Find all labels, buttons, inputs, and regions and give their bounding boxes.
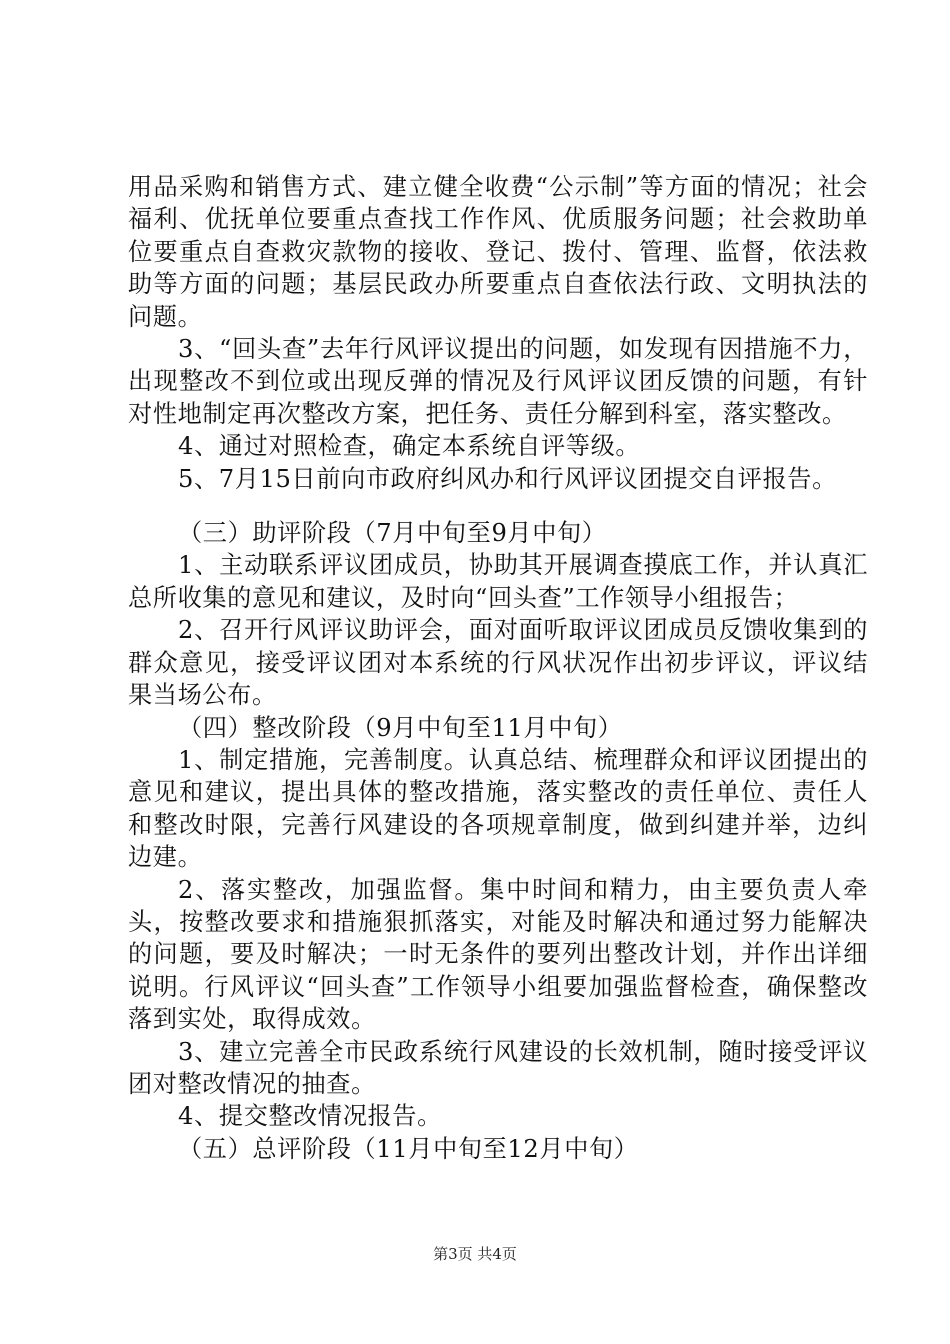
- section-heading-final-review: （五）总评阶段（11月中旬至12月中旬）: [178, 1134, 639, 1163]
- page-number-footer: 第3页 共4页: [433, 1245, 517, 1263]
- section-heading-rectification: （四）整改阶段（9月中旬至11月中旬）: [178, 713, 623, 742]
- paragraph-item-4: 4、通过对照检查，确定本系统自评等级。: [178, 432, 641, 461]
- paragraph-rectify-4: 4、提交整改情况报告。: [178, 1102, 442, 1131]
- paragraph-rectify-3: 3、建立完善全市民政系统行风建设的长效机制，随时接受评议团对整改情况的抽查。: [128, 1037, 868, 1098]
- paragraph-assist-1: 1、主动联系评议团成员，协助其开展调查摸底工作，并认真汇总所收集的意见和建议，及时向“回头查”工作领导小组报告；: [128, 551, 868, 612]
- paragraph-rectify-2: 2、落实整改，加强监督。集中时间和精力，由主要负责人牵头，按整改要求和措施狠抓落实，对能及时解决和通过努力能解决的问题，要及时解决；一时无条件的要列出整改计划，并作出详细说明。行风评议“回头查”工作领导小组要加强监督检查，确保整改落到实处，取得成效。: [128, 875, 868, 1034]
- document-body: [128, 171, 868, 1165]
- paragraph-rectify-1: 1、制定措施，完善制度。认真总结、梳理群众和评议团提出的意见和建议，提出具体的整改措施，落实整改的责任单位、责任人和整改时限，完善行风建设的各项规章制度，做到纠建并举，边纠边建。: [128, 745, 868, 872]
- paragraph-assist-2: 2、召开行风评议助评会，面对面听取评议团成员反馈收集到的群众意见，接受评议团对本系统的行风状况作出初步评议，评议结果当场公布。: [128, 616, 868, 710]
- paragraph-item-3: 3、“回头查”去年行风评议提出的问题，如发现有因措施不力，出现整改不到位或出现反弹的情况及行风评议团反馈的问题，有针对性地制定再次整改方案，把任务、责任分解到科室，落实整改。: [128, 335, 868, 428]
- section-heading-assist-review: （三）助评阶段（7月中旬至9月中旬）: [178, 519, 607, 548]
- paragraph-continuation: 用品采购和销售方式、建立健全收费“公示制”等方面的情况；社会福利、优抚单位要重点查找工作作风、优质服务问题；社会救助单位要重点自查救灾款物的接收、登记、拨付、管理、监督，依法救助等方面的问题；基层民政办所要重点自查依法行政、文明执法的问题。: [128, 173, 868, 331]
- paragraph-item-5: 5、7月15日前向市政府纠风办和行风评议团提交自评报告。: [178, 464, 837, 493]
